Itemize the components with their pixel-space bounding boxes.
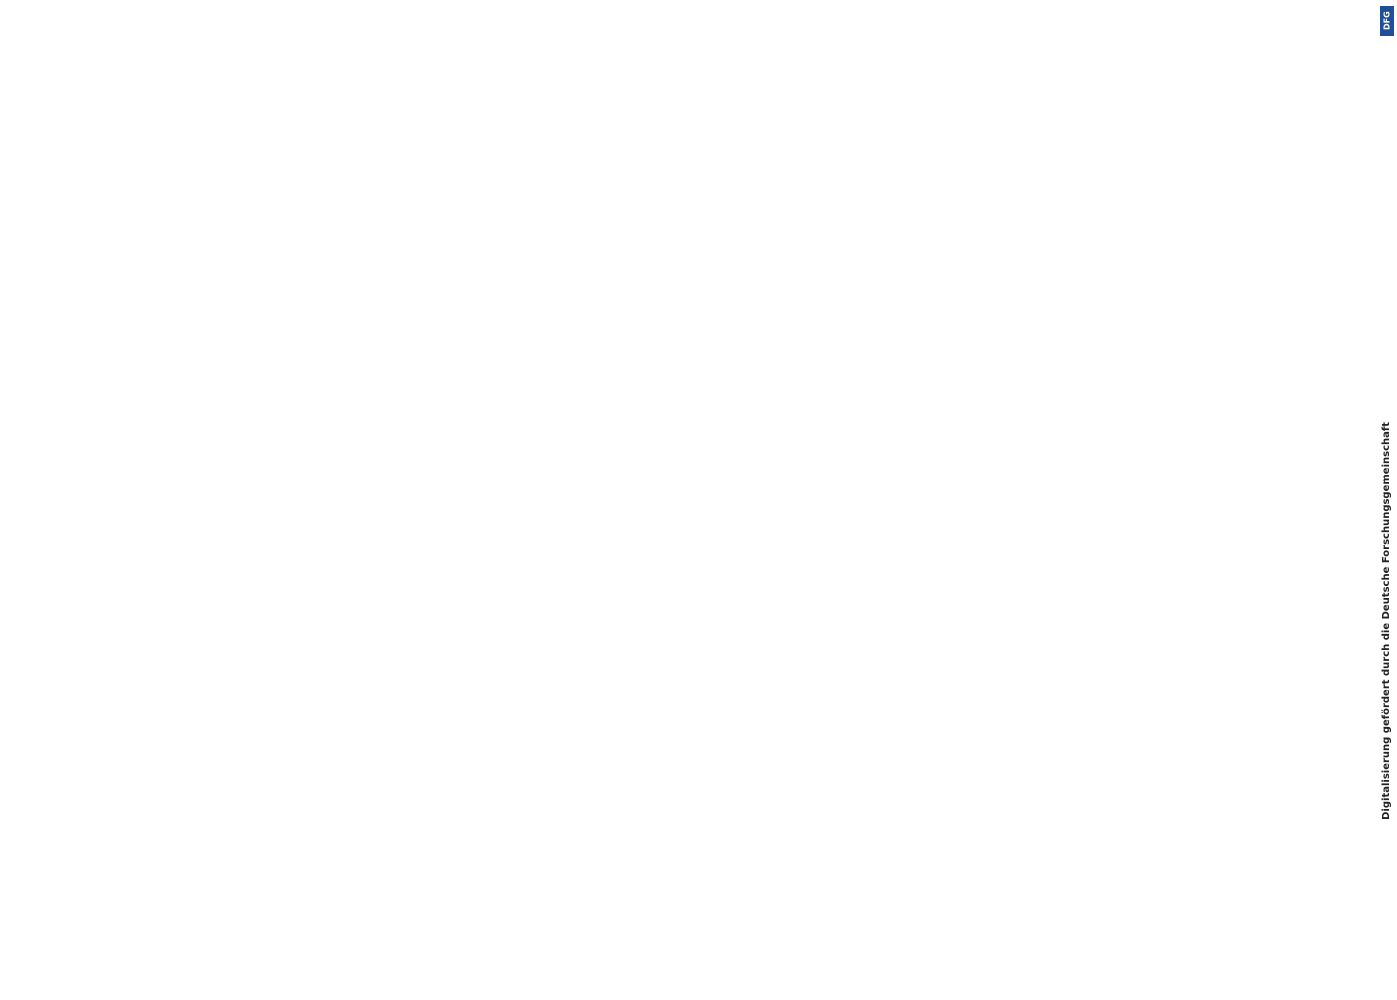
digitization-sidebar: [1377, 0, 1397, 1000]
digitization-credit: Digitalisierung gefördert durch die Deutsche Forschungsgemeinschaft: [1381, 422, 1392, 820]
dfg-logo: DFG: [1380, 6, 1394, 36]
